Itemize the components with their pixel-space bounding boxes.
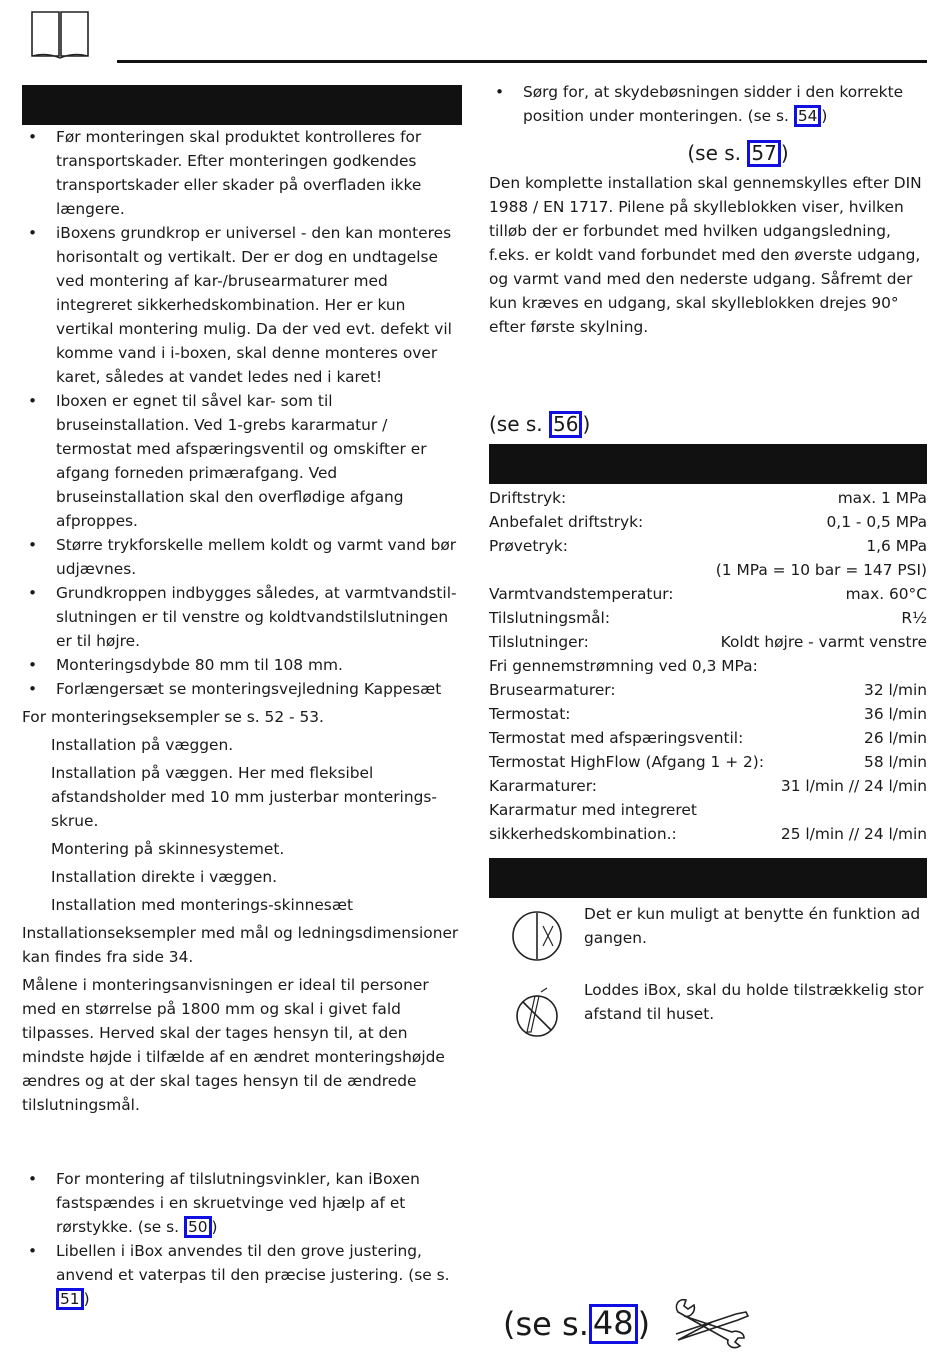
left-column — [22, 85, 462, 1311]
warnings — [489, 902, 927, 1042]
spec-label: sikkerhedskombination.: — [489, 825, 677, 843]
spec-value: Koldt højre - varmt venstre — [720, 633, 927, 651]
spec-row — [489, 726, 927, 750]
installation-examples-text: Installationseksempler med mål og ledningsdimensioner kan findes fra side 34. — [22, 924, 459, 966]
flush-text: Den komplette installation skal gennemskylles efter DIN 1988 / EN 1717. Pilene på skylleblokken viser, hvilken tilløb der er forbundet med hvilken udgangsledning, f.eks. er koldt vand forbundet med den øverste udgang, og varmt vand med den nederste udgang. Såfremt der kun kræves en udgang, skal skylleblokken drejes 90° efter første skylning. — [489, 174, 922, 336]
tools-icon — [672, 1296, 752, 1352]
spec-value: 58 l/min — [864, 753, 927, 771]
spec-row — [489, 582, 927, 606]
spec-label: Fri gennemstrømning ved 0,3 MPa: — [489, 657, 758, 675]
ref-prefix: (se s. — [687, 141, 748, 165]
spec-label: Termostat: — [489, 705, 571, 723]
spec-label: Kararmaturer: — [489, 777, 597, 795]
spec-label: Varmtvandstemperatur: — [489, 585, 674, 603]
spec-row — [489, 702, 927, 726]
warning-text: Loddes iBox, skal du holde tilstrækkelig stor afstand til huset. — [584, 981, 924, 1023]
list-item — [489, 80, 927, 128]
page-ref-link[interactable]: 48 — [589, 1304, 638, 1344]
technical-data-table — [489, 486, 927, 846]
data-heading — [489, 411, 927, 438]
spec-label: Kararmatur med integreret — [489, 801, 697, 819]
spec-value: 25 l/min // 24 l/min — [780, 825, 927, 843]
ref-prefix: (se s. — [489, 412, 550, 436]
example-item: Installation på væggen. — [51, 736, 234, 754]
example-item: Installation direkte i væggen. — [51, 868, 277, 886]
technical-data-header-bar — [489, 444, 927, 484]
spec-row — [489, 678, 927, 702]
ref-prefix: (se s. — [503, 1305, 589, 1343]
fixing-notes-list — [22, 1167, 462, 1311]
ref-close: ) — [780, 141, 789, 165]
bullet-text: Libellen i iBox anvendes til den grove justering, anvend et vaterpas til den præcise justering. (se s. — [56, 1242, 450, 1284]
spec-label: Tilslutninger: — [489, 633, 589, 651]
spec-label: Brusearmaturer: — [489, 681, 616, 699]
bullet-text: For montering af tilslutningsvinkler, kan iBoxen fastspændes i en skruetvinge ved hjælp af et rørstykke. (se s. — [56, 1170, 420, 1236]
list-item: • Forlængersæt se monteringsvejledning Kappesæt — [22, 677, 462, 701]
spec-value: R½ — [901, 609, 927, 627]
spec-label: Termostat med afspæringsventil: — [489, 729, 744, 747]
spec-label: Tilslutningsmål: — [489, 609, 611, 627]
spec-value: 36 l/min — [864, 705, 927, 723]
spec-row — [489, 822, 927, 846]
spec-value: 26 l/min — [864, 729, 927, 747]
ref-close: ) — [821, 107, 828, 125]
ref-close: ) — [637, 1305, 651, 1343]
list-item: • Større trykforskelle mellem koldt og varmt vand bør udjævnes. — [22, 533, 462, 581]
page-ref-link[interactable]: 57 — [747, 140, 780, 167]
notes-header-bar — [489, 858, 927, 898]
tools-reference — [503, 1296, 752, 1352]
spec-row — [489, 486, 927, 510]
list-item: • Før monteringen skal produktet kontrolleres for transportskader. Efter monteringen godkendes transportskader eller skader på overfladen ikke længere. — [22, 125, 462, 221]
page-ref-link[interactable]: 51 — [56, 1288, 84, 1310]
page-ref-link[interactable]: 54 — [794, 105, 822, 127]
ref-close: ) — [83, 1290, 90, 1308]
examples-intro: For monteringseksempler se s. 52 - 53. — [22, 708, 324, 726]
spec-row — [489, 606, 927, 630]
page-ref-link[interactable]: 50 — [184, 1216, 212, 1238]
spec-value: 0,1 - 0,5 MPa — [826, 513, 927, 531]
example-item: Installation med monterings-skinnesæt — [51, 896, 353, 914]
spec-value: 31 l/min // 24 l/min — [780, 777, 927, 795]
spec-value: max. 1 MPa — [837, 489, 927, 507]
no-soldering-icon — [511, 986, 563, 1042]
ref-close: ) — [582, 412, 591, 436]
measurement-text: Målene i monteringsanvisningen er ideal til personer med en størrelse på 1800 mm og skal i givet fald tilpasses. Herved skal der tages hensyn til, at den mindste højde i tilfælde af en ændret monteringshøjde ændres og at der skal tages hensyn til de ændrede tilslutningsmål. — [22, 976, 445, 1114]
warning-item — [489, 902, 927, 962]
section-header-bar — [22, 85, 462, 125]
example-item: Montering på skinnesystemet. — [51, 840, 285, 858]
list-item: • iBoxens grundkrop er universel - den kan monteres horisontalt og vertikalt. Der er dog en undtagelse ved montering af kar-/brusearmaturer med integreret sikkerhedskombination. Her er kun vertikal montering mulig. Da der ved evt. defekt vil komme vand i i-boxen, skal denne monteres over karet, således at vandet ledes ned i karet! — [22, 221, 462, 389]
sleeve-note-list — [489, 80, 927, 128]
spec-row — [489, 534, 927, 558]
spec-row — [489, 774, 927, 798]
spec-label: Anbefalet driftstryk: — [489, 513, 644, 531]
list-item: • Grundkroppen indbygges således, at varmtvandstil-slutningen er til venstre og koldtvandstilslutningen er til højre. — [22, 581, 462, 653]
single-function-icon — [511, 910, 563, 962]
spec-row — [489, 630, 927, 654]
example-item: Installation på væggen. Her med fleksibel afstandsholder med 10 mm justerbar monterings-skrue. — [51, 764, 437, 830]
spec-row — [489, 510, 927, 534]
ref-close: ) — [211, 1218, 218, 1236]
list-item: • Iboxen er egnet til såvel kar- som til bruseinstallation. Ved 1-grebs kararmatur / termostat med afspæringsventil og omskifter er afgang forneden primærafgang. Ved bruseinstallation skal den overflødige afgang afproppes. — [22, 389, 462, 533]
installation-notes-list — [22, 125, 462, 701]
flush-heading — [489, 140, 927, 167]
spec-value: (1 MPa = 10 bar = 147 PSI) — [715, 561, 927, 579]
bullet-text: Sørg for, at skydebøsningen sidder i den korrekte position under monteringen. (se s. — [523, 83, 904, 125]
list-item: • Monteringsdybde 80 mm til 108 mm. — [22, 653, 462, 677]
page-ref-link[interactable]: 56 — [549, 411, 582, 438]
list-item — [22, 1167, 462, 1239]
right-column — [489, 80, 927, 1058]
spec-value: max. 60°C — [845, 585, 927, 603]
spec-row — [489, 558, 927, 582]
spec-row — [489, 750, 927, 774]
spec-label: Prøvetryk: — [489, 537, 568, 555]
list-item — [22, 1239, 462, 1311]
header-rule — [117, 60, 927, 63]
spec-label: Termostat HighFlow (Afgang 1 + 2): — [489, 753, 765, 771]
spec-value: 32 l/min — [864, 681, 927, 699]
spec-label: Driftstryk: — [489, 489, 567, 507]
spec-row — [489, 654, 927, 678]
warning-item — [489, 978, 927, 1042]
book-icon — [30, 8, 92, 60]
spec-row — [489, 798, 927, 822]
spec-value: 1,6 MPa — [866, 537, 927, 555]
warning-text: Det er kun muligt at benytte én funktion ad gangen. — [584, 905, 921, 947]
